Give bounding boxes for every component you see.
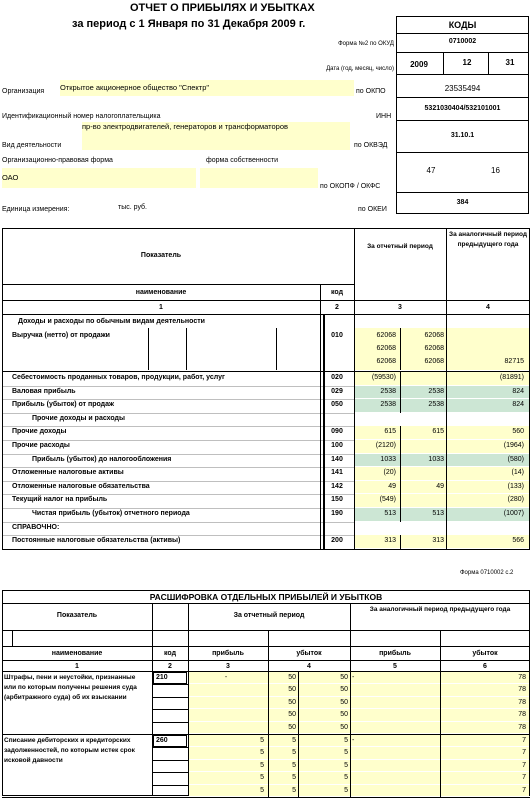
row-prev: 824 <box>512 387 524 395</box>
report-period: за период с 1 Января по 31 Декабря 2009 г. <box>72 18 306 30</box>
g1-code: 210 <box>156 674 168 681</box>
t2-n6: 6 <box>483 663 487 670</box>
row-current-a: 615 <box>384 428 396 436</box>
g1-loss-a: 50 <box>288 674 296 681</box>
inn-code: 5321030404/532101001 <box>424 105 501 112</box>
codes-block <box>396 16 529 214</box>
g2-loss-prev: 7 <box>522 737 526 744</box>
g1-label: Штрафы, пени и неустойки, признанные или по которым получены решения суда (арбитражного суда) об их взыскании <box>4 674 137 701</box>
activity-label: Вид деятельности <box>2 142 62 149</box>
legal-form-label: Организационно-правовая форма <box>2 157 113 164</box>
legal-form-value: ОАО <box>2 168 196 188</box>
row-code: 190 <box>331 510 343 517</box>
revenue-a: 62068 <box>376 358 396 365</box>
g2-loss-prev: 7 <box>522 761 526 769</box>
g2-loss-a: 5 <box>292 737 296 744</box>
g2-loss-a: 5 <box>292 749 296 757</box>
g2-label: Списание дебиторских и кредиторских задолженностей, по которым истек срок исковой давности <box>4 737 135 764</box>
h-indicator: Показатель <box>140 252 182 259</box>
t2-h-prev: За аналогичный период предыдущего года <box>369 606 511 613</box>
row-label: Валовая прибыль <box>12 387 76 395</box>
n3: 3 <box>398 304 402 311</box>
okud-code: 0710002 <box>448 38 477 45</box>
h-current: За отчетный период <box>367 243 433 250</box>
unit-value: тыс. руб. <box>118 204 147 211</box>
org-label: Организация <box>2 88 45 95</box>
revenue-label: Выручка (нетто) от продажи <box>12 332 110 339</box>
codes-label: КОДЫ <box>448 20 477 30</box>
okpo-label: по ОКПО <box>356 88 386 95</box>
okud-label: Форма №2 по ОКУД <box>338 41 394 47</box>
g1-loss-a: 50 <box>288 686 296 694</box>
g2-profit: 5 <box>260 749 264 757</box>
row-code: 142 <box>331 482 343 490</box>
row-prev: (580) <box>507 455 524 463</box>
g1-loss-a: 50 <box>288 723 296 731</box>
g1-loss-b: 50 <box>340 686 348 694</box>
g2-loss-b: 5 <box>344 737 348 744</box>
g2-loss-b: 5 <box>344 749 348 757</box>
org-name: Открытое акционерное общество "Спектр" <box>60 80 354 96</box>
h-prev: За аналогичный период предыдущего года <box>449 231 527 248</box>
section-ordinary: Доходы и расходы по обычным видам деятельности <box>18 318 205 325</box>
t2-n5: 5 <box>393 663 397 670</box>
okfs-code: 16 <box>491 166 500 175</box>
g1-loss-prev: 78 <box>518 698 526 706</box>
g2-profit: 5 <box>260 761 264 769</box>
ownership-value <box>200 168 318 188</box>
t2-n2: 2 <box>168 663 172 670</box>
row-label: Отложенные налоговые активы <box>12 469 124 477</box>
inn-label: Идентификационный номер налогоплательщика <box>2 113 161 120</box>
row-prev: (280) <box>507 496 524 504</box>
row-current-a: (549) <box>379 496 396 504</box>
t2-h-indicator: Показатель <box>56 612 98 619</box>
revenue-a: 62068 <box>376 332 396 339</box>
row-code: 140 <box>331 455 343 463</box>
g2-profit: 5 <box>260 737 264 744</box>
ownership-label: форма собственности <box>206 157 279 164</box>
h-name: наименование <box>135 289 187 296</box>
row-current-b: 2538 <box>428 387 444 395</box>
g2-profit: 5 <box>260 786 264 794</box>
g1-loss-b: 50 <box>340 723 348 731</box>
row-label: Себестоимость проданных товаров, продукции, работ, услуг <box>12 374 225 381</box>
report-title: ОТЧЕТ О ПРИБЫЛЯХ И УБЫТКАХ <box>130 2 315 14</box>
inn-short: ИНН <box>376 113 392 120</box>
row-current-a: 513 <box>384 510 396 517</box>
n4: 4 <box>486 304 490 311</box>
row-current-b: 1033 <box>428 455 444 463</box>
t2-h-code: код <box>163 650 177 657</box>
t2-h-profit2: прибыль <box>379 650 411 657</box>
g2-profit-prev: - <box>352 737 355 744</box>
g1-loss-b: 50 <box>340 711 348 719</box>
row-prev: 560 <box>512 428 524 436</box>
t2-h-name: наименование <box>51 650 103 657</box>
row-label: Прочие расходы <box>12 442 70 449</box>
revenue-prev: 82715 <box>504 358 524 365</box>
g2-profit: 5 <box>260 774 264 782</box>
n2: 2 <box>335 304 339 311</box>
row-current-a: 1033 <box>380 455 396 463</box>
row-prev: (1007) <box>503 510 524 517</box>
g2-loss-a: 5 <box>292 761 296 769</box>
t2-h-loss2: убыток <box>472 650 498 657</box>
g1-loss-prev: 78 <box>518 674 526 681</box>
g2-loss-prev: 7 <box>522 786 526 794</box>
row-current-b: 2538 <box>428 401 444 409</box>
g1-loss-prev: 78 <box>518 686 526 694</box>
revenue-b: 62068 <box>424 332 444 339</box>
row-label: Прочие доходы и расходы <box>32 414 125 422</box>
activity-value: пр-во электродвигателей, генераторов и трансформаторов <box>82 122 350 150</box>
t2-n1: 1 <box>75 663 79 670</box>
row-code: 050 <box>331 401 343 409</box>
row-current-b: 513 <box>432 510 444 517</box>
row-code: 029 <box>331 387 343 395</box>
row-label: Постоянные налоговые обязательства (активы) <box>12 537 181 545</box>
row-label: Прибыль (убыток) от продаж <box>12 401 114 409</box>
okopf-label: по ОКОПФ / ОКФС <box>320 183 381 190</box>
g1-loss-b: 50 <box>340 698 348 706</box>
okei-label: по ОКЕИ <box>358 206 387 213</box>
t2-n4: 4 <box>307 663 311 670</box>
row-label: Отложенные налоговые обязательства <box>12 482 150 490</box>
row-prev: 566 <box>512 537 524 545</box>
t2-h-current: За отчетный период <box>233 612 305 619</box>
okved-label: по ОКВЭД <box>354 142 388 149</box>
g2-loss-b: 5 <box>344 761 348 769</box>
revenue-a: 62068 <box>376 345 396 352</box>
row-code: 100 <box>331 442 343 449</box>
row-label: Текущий налог на прибыль <box>12 496 108 504</box>
revenue-b: 62068 <box>424 358 444 365</box>
row-current-b: 49 <box>436 482 444 490</box>
row-current-a: (20) <box>383 469 396 477</box>
g1-loss-a: 50 <box>288 711 296 719</box>
okved-code: 31.10.1 <box>450 132 475 139</box>
g1-profit: - <box>224 674 228 681</box>
row-current-a: 2538 <box>380 401 396 409</box>
revenue-b: 62068 <box>424 345 444 352</box>
date-day: 31 <box>505 58 515 67</box>
unit-label: Единица измерения: <box>2 206 70 213</box>
t2-h-profit: прибыль <box>212 650 244 657</box>
row-current-a: 2538 <box>380 387 396 395</box>
t2-h-loss: убыток <box>296 650 322 657</box>
row-code: 090 <box>331 428 343 436</box>
g1-profit-prev: - <box>352 674 355 681</box>
row-current-a: 49 <box>388 482 396 490</box>
g2-loss-b: 5 <box>344 786 348 794</box>
row-current-b: 615 <box>432 428 444 436</box>
row-prev: 824 <box>512 401 524 409</box>
revenue-code: 010 <box>331 332 343 339</box>
g2-loss-a: 5 <box>292 774 296 782</box>
form-ref: Форма 0710002 с.2 <box>460 570 514 576</box>
t2-title: РАСШИФРОВКА ОТДЕЛЬНЫХ ПРИБЫЛЕЙ И УБЫТКОВ <box>149 592 383 602</box>
row-label: СПРАВОЧНО: <box>12 523 60 531</box>
g2-loss-prev: 7 <box>522 749 526 757</box>
date-month: 12 <box>462 58 472 67</box>
okei-code: 384 <box>456 199 469 206</box>
row-prev: (1964) <box>503 442 524 449</box>
g1-loss-prev: 78 <box>518 711 526 719</box>
row-current-b: 313 <box>432 537 444 545</box>
row-current-a: (59530) <box>371 374 396 381</box>
row-code: 200 <box>331 537 343 545</box>
row-label: Прибыль (убыток) до налогообложения <box>32 455 172 463</box>
g2-loss-b: 5 <box>344 774 348 782</box>
g2-loss-a: 5 <box>292 786 296 794</box>
row-current-a: (2120) <box>375 442 396 449</box>
okopf-code: 47 <box>426 166 436 175</box>
h-code: код <box>330 289 344 296</box>
n1: 1 <box>159 304 163 311</box>
row-code: 150 <box>331 496 343 504</box>
t2-n3: 3 <box>226 663 230 670</box>
g1-loss-b: 50 <box>340 674 348 681</box>
row-prev: (14) <box>511 469 524 477</box>
row-current-a: 313 <box>384 537 396 545</box>
row-prev: (133) <box>507 482 524 490</box>
g1-loss-prev: 78 <box>518 723 526 731</box>
g1-loss-a: 50 <box>288 698 296 706</box>
row-label: Прочие доходы <box>12 428 67 436</box>
row-code: 020 <box>331 374 343 381</box>
date-label: Дата (год, месяц, число) <box>326 66 394 72</box>
g2-loss-prev: 7 <box>522 774 526 782</box>
row-label: Чистая прибыль (убыток) отчетного периода <box>32 510 190 517</box>
date-year: 2009 <box>410 60 428 69</box>
g2-code: 260 <box>156 737 168 744</box>
okpo-code: 23535494 <box>444 84 481 93</box>
row-prev: (81891) <box>499 374 524 381</box>
row-code: 141 <box>331 469 343 477</box>
